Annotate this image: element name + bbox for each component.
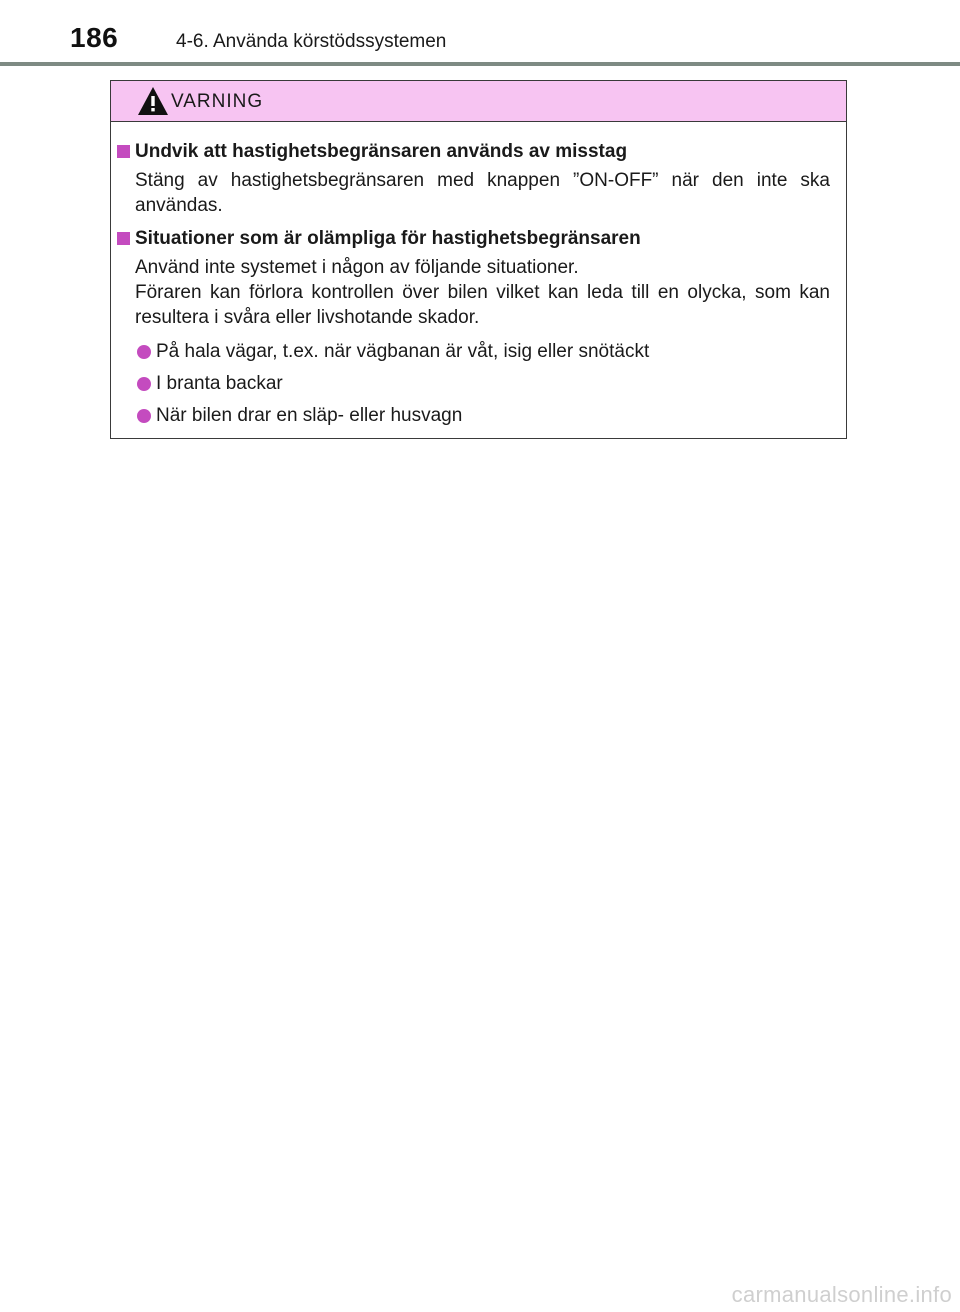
square-bullet-icon bbox=[117, 232, 130, 245]
bullet-list bbox=[111, 339, 830, 428]
dot-bullet-icon bbox=[137, 377, 151, 391]
list-item-text: På hala vägar, t.ex. när vägbanan är våt, isig eller snötäckt bbox=[156, 341, 650, 362]
chapter-title: 4-6. Använda körstödssystemen bbox=[176, 31, 447, 52]
section-title-text: Situationer som är olämpliga för hastighetsbegränsaren bbox=[135, 228, 641, 249]
watermark: carmanualsonline.info bbox=[731, 1282, 952, 1307]
header-rule bbox=[0, 62, 960, 66]
dot-bullet-icon bbox=[137, 345, 151, 359]
list-item-text: I branta backar bbox=[156, 373, 283, 394]
section-title bbox=[111, 140, 830, 164]
section-paragraph: Stäng av hastighetsbegränsaren med knappen ”ON-OFF” när den inte ska användas. bbox=[135, 170, 830, 216]
warning-section bbox=[111, 140, 830, 218]
square-bullet-icon bbox=[117, 145, 130, 158]
page-number: 186 bbox=[70, 22, 119, 53]
list-item bbox=[111, 371, 830, 396]
list-item bbox=[111, 403, 830, 428]
warning-section bbox=[111, 227, 830, 428]
warning-triangle-icon bbox=[137, 86, 169, 116]
section-paragraph: Föraren kan förlora kontrollen över bilen vilket kan leda till en olycka, som kan resultera i svåra eller livshotande skador. bbox=[135, 282, 830, 328]
page-header bbox=[0, 0, 960, 68]
list-item-text: När bilen drar en släp- eller husvagn bbox=[156, 405, 463, 426]
warning-label: VARNING bbox=[171, 91, 264, 112]
warning-header bbox=[111, 81, 846, 122]
section-title bbox=[111, 227, 830, 251]
dot-bullet-icon bbox=[137, 409, 151, 423]
section-title-text: Undvik att hastighetsbegränsaren används av misstag bbox=[135, 141, 628, 162]
section-paragraph: Använd inte systemet i någon av följande situationer. bbox=[135, 257, 579, 278]
list-item bbox=[111, 339, 830, 364]
warning-body bbox=[111, 122, 846, 428]
warning-box bbox=[110, 80, 847, 439]
